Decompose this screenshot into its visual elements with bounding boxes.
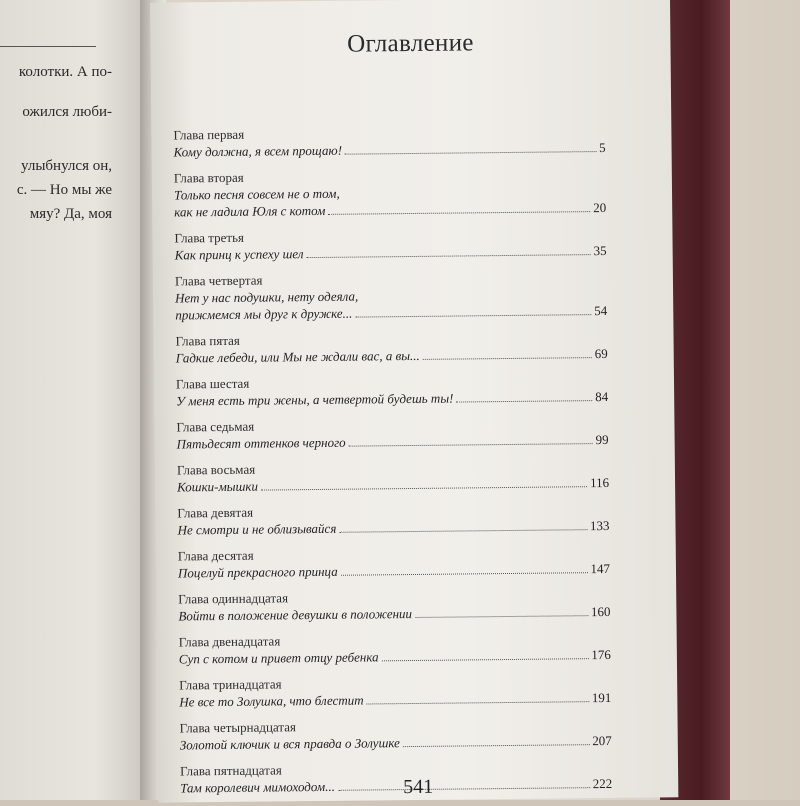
chapter-label: Глава третья <box>174 229 245 246</box>
dot-leader <box>367 700 589 704</box>
chapter-label: Глава десятая <box>177 547 254 564</box>
toc-title: Оглавление <box>347 29 474 58</box>
toc-entry <box>177 457 609 496</box>
dot-leader <box>349 442 593 447</box>
chapter-title-row <box>176 345 608 367</box>
toc-entry <box>178 586 610 625</box>
chapter-title: Как принц к успеху шел <box>174 246 304 263</box>
toc-list <box>173 122 612 805</box>
chapter-title-row <box>176 388 608 410</box>
toc-entry <box>174 225 606 264</box>
chapter-label: Глава пятнадцатая <box>179 762 282 779</box>
dot-leader <box>307 253 591 258</box>
chapter-title: Не все то Золушка, что блестит <box>179 692 364 710</box>
dot-leader <box>415 614 588 618</box>
dot-leader <box>328 210 590 215</box>
chapter-page-number: 69 <box>594 345 608 362</box>
chapter-label: Глава четырнадцатая <box>179 719 297 736</box>
left-page-rule <box>0 46 96 47</box>
dot-leader <box>345 150 596 155</box>
dot-leader <box>341 571 588 576</box>
chapter-label: Глава седьмая <box>176 418 255 435</box>
chapter-title-row <box>180 732 612 754</box>
chapter-title-row <box>178 560 610 582</box>
chapter-title: как не ладила Юля с котом <box>174 202 326 220</box>
chapter-title-row <box>178 603 610 625</box>
chapter-title-row <box>177 474 609 496</box>
chapter-page-number: 222 <box>592 775 613 792</box>
chapter-title: У меня есть три жены, а четвертой будешь ты! <box>176 390 454 409</box>
chapter-page-number: 116 <box>589 474 610 491</box>
chapter-title: Кому должна, я всем прощаю! <box>173 142 343 160</box>
left-page-line: с. — Но мы же <box>16 182 112 198</box>
chapter-title-row <box>179 646 611 668</box>
left-page-line: мяу? Да, моя <box>29 206 112 222</box>
toc-entry <box>176 371 608 410</box>
toc-entry <box>177 500 609 539</box>
left-page-line: колотки. А по- <box>18 64 112 80</box>
toc-entry <box>173 122 605 161</box>
toc-entry <box>179 629 611 668</box>
chapter-label: Глава вторая <box>173 169 244 186</box>
chapter-title: Суп с котом и привет отцу ребенка <box>178 649 379 667</box>
chapter-title: Поцелуй прекрасного принца <box>177 563 338 581</box>
chapter-title: Золотой ключик и вся правда о Золушке <box>179 735 400 753</box>
chapter-title-row <box>175 242 607 264</box>
chapter-title-row <box>177 431 609 453</box>
chapter-page-number: 147 <box>590 560 611 577</box>
chapter-title: Кошки-мышки <box>177 478 259 495</box>
toc-entry <box>176 414 608 453</box>
chapter-page-number: 35 <box>593 242 607 259</box>
chapter-page-number: 84 <box>595 388 609 405</box>
chapter-title-row <box>174 199 606 221</box>
chapter-title-line: Только песня совсем не о том, <box>173 185 340 203</box>
chapter-title: Войти в положение девушки в положении <box>178 606 413 624</box>
chapter-title: Не смотри и не облизывайся <box>177 520 337 538</box>
chapter-title: Пятьдесят оттенков черного <box>176 434 346 452</box>
left-page-line: улыбнулся он, <box>21 158 112 174</box>
chapter-page-number: 133 <box>589 517 610 534</box>
chapter-label: Глава двенадцатая <box>178 633 281 650</box>
chapter-label: Глава девятая <box>177 504 254 521</box>
toc-entry <box>175 268 608 324</box>
chapter-title-row <box>173 139 605 161</box>
chapter-title: Там королевич мимоходом... <box>180 778 335 796</box>
dot-leader <box>382 657 589 661</box>
right-page <box>150 0 678 803</box>
dot-leader <box>456 399 592 402</box>
chapter-title-row <box>179 689 611 711</box>
chapter-page-number: 160 <box>590 603 611 620</box>
chapter-label: Глава четвертая <box>174 272 263 289</box>
chapter-label: Глава одиннадцатая <box>178 590 289 607</box>
toc-entry <box>175 328 607 367</box>
chapter-page-number: 5 <box>598 139 606 156</box>
dot-leader <box>355 313 591 317</box>
page-number: 541 <box>403 775 434 799</box>
chapter-label: Глава пятая <box>175 332 240 349</box>
chapter-page-number: 176 <box>591 646 611 663</box>
chapter-label: Глава первая <box>173 126 245 143</box>
chapter-title-line: Нет у нас подушки, нету одеяла, <box>175 288 359 306</box>
chapter-title-row <box>175 302 607 324</box>
chapter-label: Глава восьмая <box>176 461 256 478</box>
chapter-page-number: 191 <box>591 689 612 706</box>
chapter-label: Глава тринадцатая <box>179 676 282 693</box>
toc-entry <box>178 543 610 582</box>
chapter-title: Гадкие лебеди, или Мы не ждали вас, а вы... <box>175 347 420 366</box>
chapter-page-number: 99 <box>595 431 609 448</box>
chapter-page-number: 20 <box>593 199 607 216</box>
toc-entry <box>180 715 612 754</box>
dot-leader <box>423 356 592 360</box>
chapter-page-number: 54 <box>594 302 608 319</box>
dot-leader <box>261 485 587 490</box>
chapter-title: прижмемся мы друг к дружке... <box>175 305 353 323</box>
chapter-page-number: 207 <box>592 732 612 749</box>
toc-entry <box>174 165 607 221</box>
dot-leader <box>403 743 589 747</box>
chapter-label: Глава шестая <box>175 375 250 392</box>
toc-entry <box>179 672 611 711</box>
left-page-line: ожился люби- <box>22 104 112 120</box>
chapter-title-row <box>177 517 609 539</box>
dot-leader <box>339 528 587 533</box>
left-page <box>0 0 140 800</box>
